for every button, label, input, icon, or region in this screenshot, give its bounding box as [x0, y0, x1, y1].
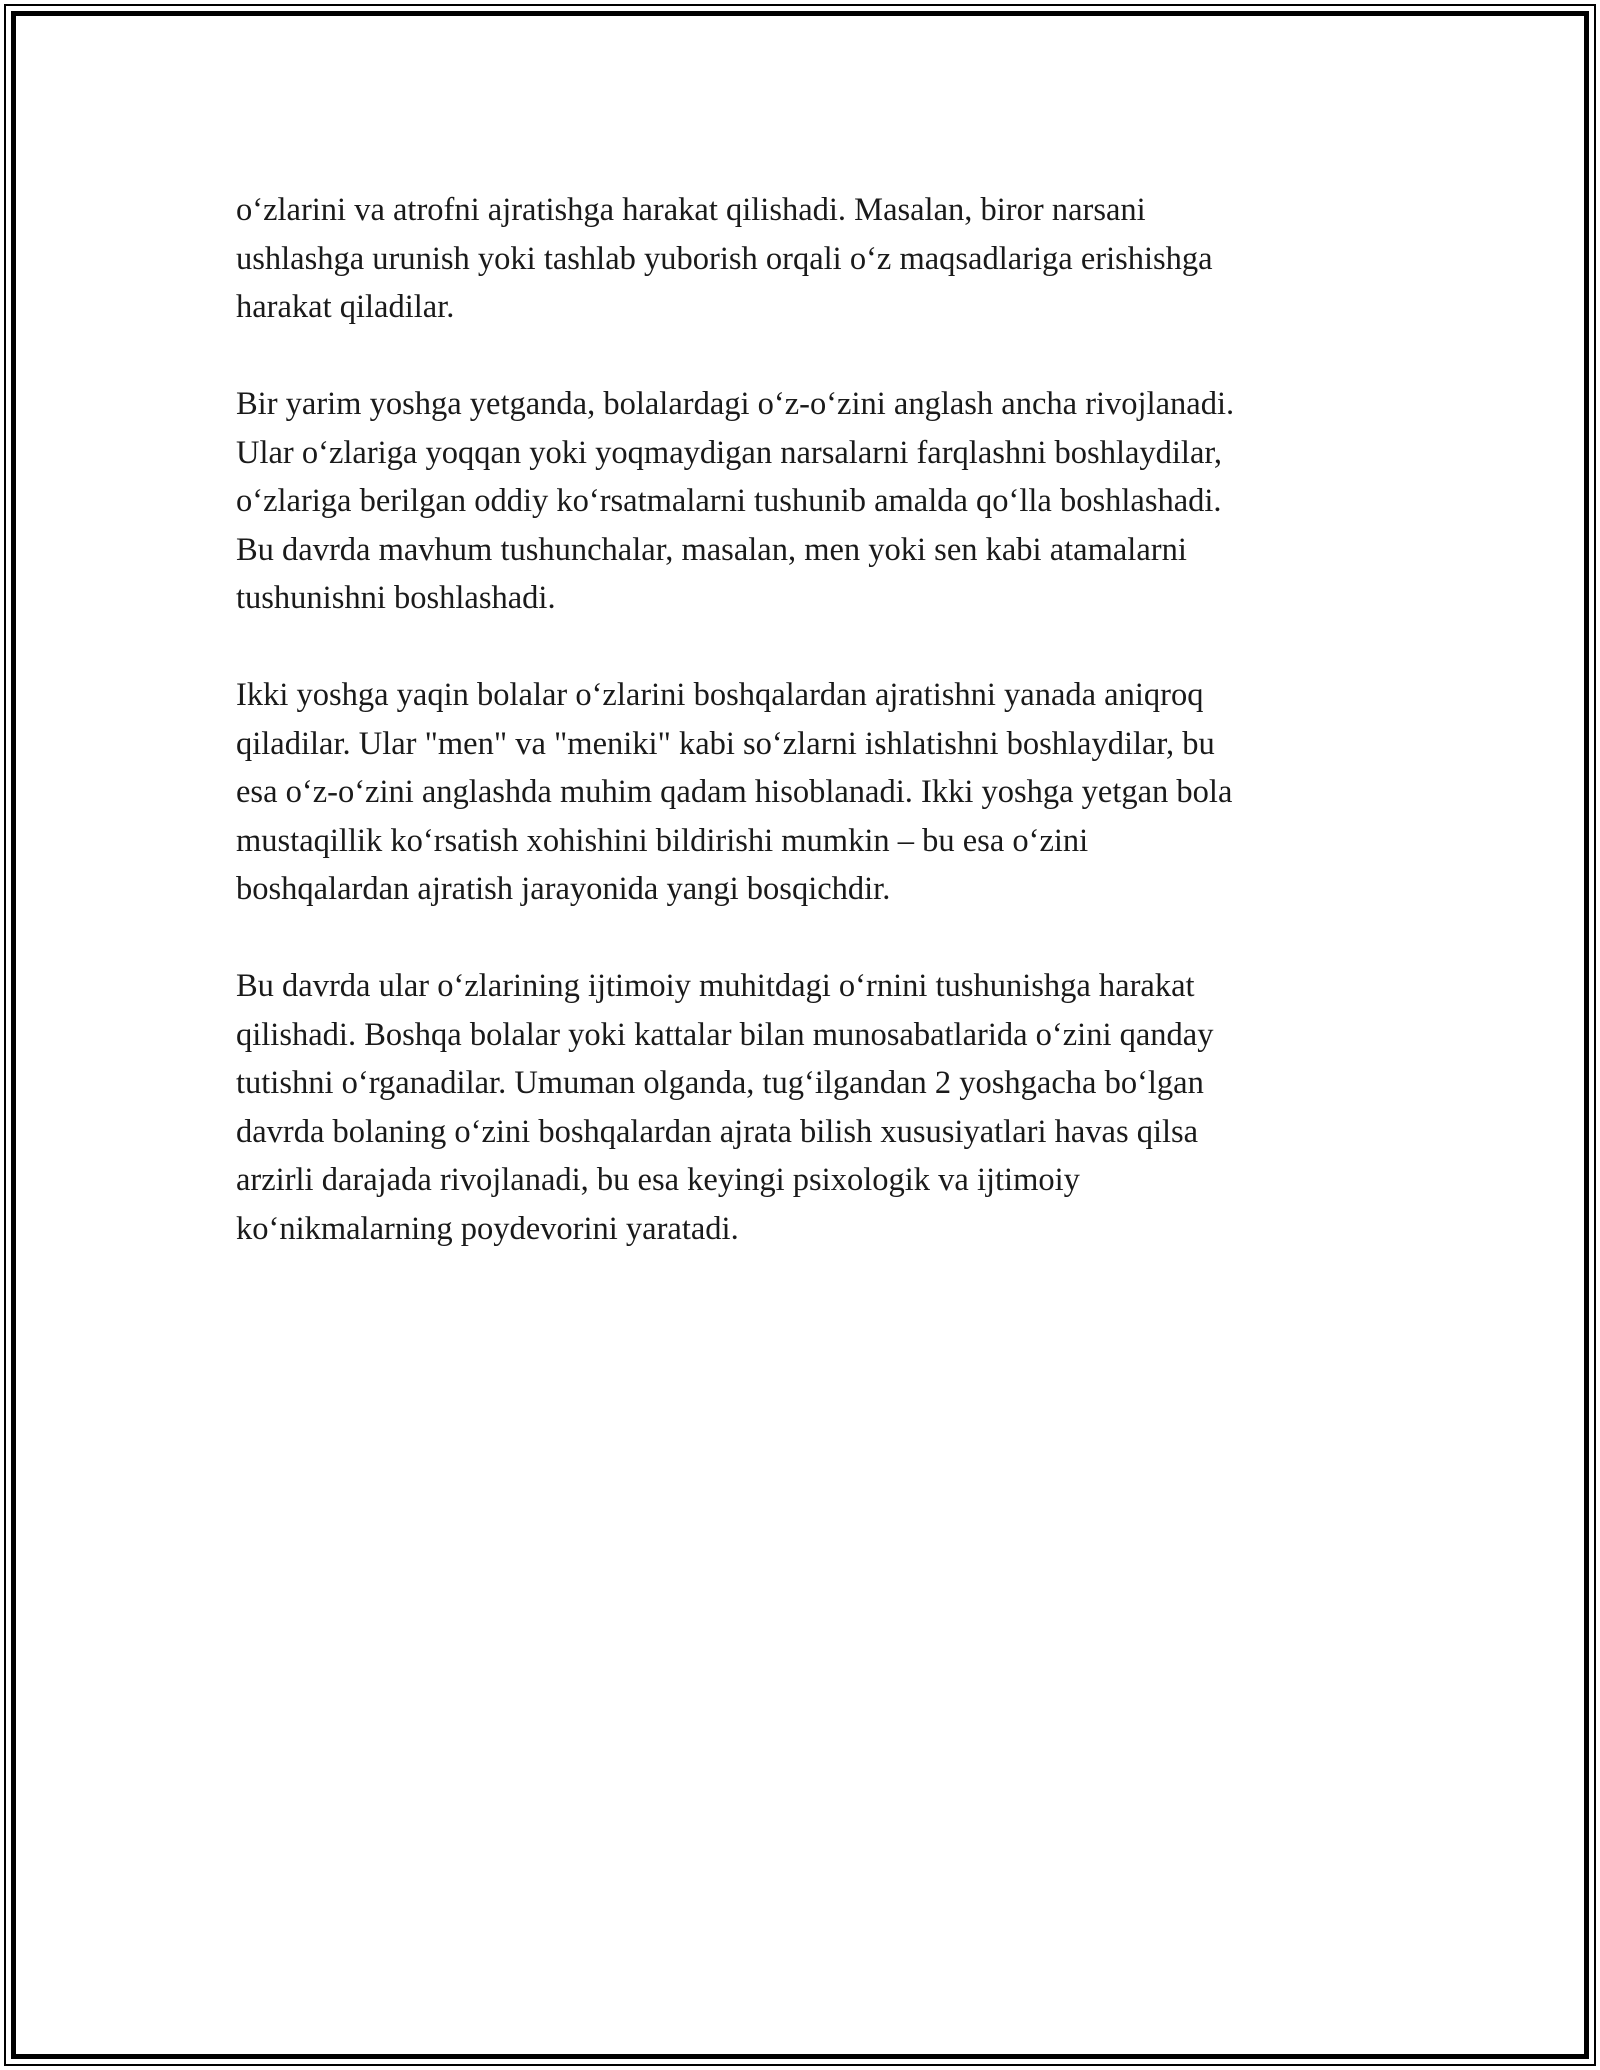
paragraph-4 [236, 962, 1386, 1253]
text-line: ko‘nikmalarning poydevorini yaratadi. [236, 1210, 739, 1247]
text-line: esa o‘z-o‘zini anglashda muhim qadam hisoblanadi. Ikki yoshga yetgan bola [236, 774, 1233, 810]
text-line: qiladilar. Ular "men" va "meniki" kabi so‘zlarni ishlatishni boshlaydilar, bu [236, 725, 1215, 762]
text-line: Bu davrda ular o‘zlarining ijtimoiy muhitdagi o‘rnini tushunishga harakat [236, 968, 1195, 1004]
text-line: o‘zlariga berilgan oddiy ko‘rsatmalarni tushunib amalda qo‘lla boshlashadi. [236, 483, 1222, 519]
text-line: Bir yarim yoshga yetganda, bolalardagi o‘z-o‘zini anglash ancha rivojlanadi. [236, 386, 1235, 422]
text-line: arzirli darajada rivojlanadi, bu esa keyingi psixologik va ijtimoiy [236, 1162, 1080, 1198]
text-line: ushlashga urunish yoki tashlab yuborish orqali o‘z maqsadlariga erishishga [236, 240, 1213, 277]
text-line: davrda bolaning o‘zini boshqalardan ajrata bilish xususiyatlari havas qilsa [236, 1113, 1199, 1150]
text-line: o‘zlarini va atrofni ajratishga harakat qilishadi. Masalan, biror narsani [236, 192, 1146, 228]
text-line: mustaqillik ko‘rsatish xohishini bildirishi mumkin – bu esa o‘zini [236, 822, 1089, 859]
text-line: qilishadi. Boshqa bolalar yoki kattalar bilan munosabatlarida o‘zini qanday [236, 1016, 1214, 1053]
text-line: Bu davrda mavhum tushunchalar, masalan, men yoki sen kabi atamalarni [236, 531, 1187, 568]
text-line: Ikki yoshga yaqin bolalar o‘zlarini boshqalardan ajratishni yanada aniqroq [236, 677, 1204, 713]
paragraph-2 [236, 380, 1386, 623]
paragraph-3 [236, 671, 1386, 914]
document-body [236, 186, 1386, 1253]
paragraph-1 [236, 186, 1386, 332]
text-line: tutishni o‘rganadilar. Umuman olganda, tug‘ilgandan 2 yoshgacha bo‘lgan [236, 1065, 1204, 1101]
text-line: boshqalardan ajratish jarayonida yangi bosqichdir. [236, 871, 891, 907]
text-line: tushunishni boshlashadi. [236, 580, 556, 616]
text-line: harakat qiladilar. [236, 289, 455, 325]
text-line: Ular o‘zlariga yoqqan yoki yoqmaydigan narsalarni farqlashni boshlaydilar, [236, 434, 1223, 471]
